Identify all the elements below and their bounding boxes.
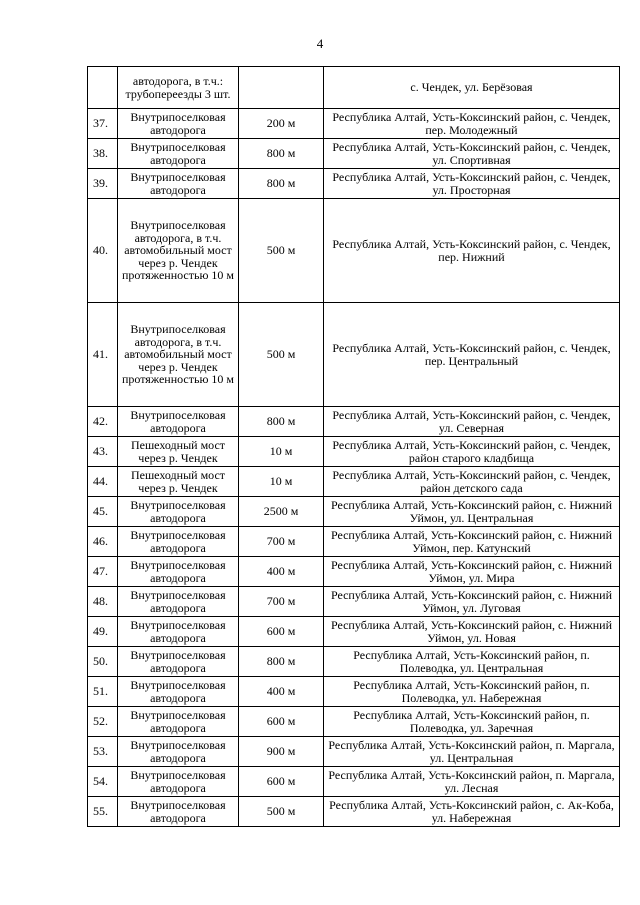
address-cell: Республика Алтай, Усть-Коксинский район, п. Маргала, ул. Лесная [324,767,620,797]
table-row [88,557,620,587]
address-cell: Республика Алтай, Усть-Коксинский район, с. Чендек, ул. Спортивная [324,139,620,169]
table-row [88,139,620,169]
object-name-cell: Внутрипоселковая автодорога [118,557,239,587]
object-name-cell: Внутрипоселковая автодорога [118,797,239,827]
address-cell: Республика Алтай, Усть-Коксинский район, с. Нижний Уймон, ул. Луговая [324,587,620,617]
object-name-cell: автодорога, в т.ч.: трубопереезды 3 шт. [118,67,239,109]
row-number-cell: 43. [88,437,118,467]
length-cell: 600 м [239,767,324,797]
address-cell: Республика Алтай, Усть-Коксинский район, с. Нижний Уймон, ул. Центральная [324,497,620,527]
table-row [88,527,620,557]
page-number: 4 [316,36,324,51]
row-number-cell: 51. [88,677,118,707]
object-name-cell: Внутрипоселковая автодорога [118,407,239,437]
length-cell: 400 м [239,557,324,587]
length-cell: 800 м [239,407,324,437]
row-number-cell: 46. [88,527,118,557]
object-name-cell: Внутрипоселковая автодорога [118,707,239,737]
object-name-cell: Внутрипоселковая автодорога [118,647,239,677]
address-cell: Республика Алтай, Усть-Коксинский район, с. Нижний Уймон, ул. Мира [324,557,620,587]
address-cell: Республика Алтай, Усть-Коксинский район, с. Чендек, пер. Молодежный [324,109,620,139]
length-cell: 600 м [239,617,324,647]
row-number-cell: 39. [88,169,118,199]
table-row [88,169,620,199]
row-number-cell: 53. [88,737,118,767]
object-name-cell: Внутрипоселковая автодорога, в т.ч. автомобильный мост через р. Чендек протяженностью 10 м [118,199,239,303]
table-row [88,737,620,767]
row-number-cell: 42. [88,407,118,437]
row-number-cell: 37. [88,109,118,139]
row-number-cell: 50. [88,647,118,677]
row-number-cell: 48. [88,587,118,617]
address-cell: Республика Алтай, Усть-Коксинский район, с. Чендек, район старого кладбища [324,437,620,467]
object-name-cell: Внутрипоселковая автодорога [118,169,239,199]
length-cell: 800 м [239,139,324,169]
table-row [88,617,620,647]
object-name-cell: Внутрипоселковая автодорога [118,617,239,647]
length-cell: 800 м [239,169,324,199]
length-cell: 200 м [239,109,324,139]
address-cell: Республика Алтай, Усть-Коксинский район, с. Нижний Уймон, пер. Катунский [324,527,620,557]
objects-table [87,66,620,827]
table-row [88,67,620,109]
table-row [88,303,620,407]
address-cell: Республика Алтай, Усть-Коксинский район, с. Чендек, пер. Нижний [324,199,620,303]
table-row [88,767,620,797]
objects-table-body [88,67,620,827]
length-cell: 10 м [239,437,324,467]
row-number-cell: 45. [88,497,118,527]
row-number-cell [88,67,118,109]
length-cell: 500 м [239,199,324,303]
object-name-cell: Внутрипоселковая автодорога [118,587,239,617]
table-row [88,467,620,497]
object-name-cell: Внутрипоселковая автодорога [118,139,239,169]
length-cell: 10 м [239,467,324,497]
address-cell: Республика Алтай, Усть-Коксинский район, с. Чендек, район детского сада [324,467,620,497]
length-cell [239,67,324,109]
table-row [88,707,620,737]
address-cell: Республика Алтай, Усть-Коксинский район, п. Полеводка, ул. Заречная [324,707,620,737]
row-number-cell: 40. [88,199,118,303]
row-number-cell: 41. [88,303,118,407]
length-cell: 700 м [239,587,324,617]
address-cell: Республика Алтай, Усть-Коксинский район, с. Чендек, ул. Северная [324,407,620,437]
table-row [88,109,620,139]
object-name-cell: Внутрипоселковая автодорога [118,109,239,139]
row-number-cell: 44. [88,467,118,497]
table-row [88,677,620,707]
table-row [88,647,620,677]
address-cell: Республика Алтай, Усть-Коксинский район, с. Чендек, пер. Центральный [324,303,620,407]
address-cell: с. Чендек, ул. Берёзовая [324,67,620,109]
address-cell: Республика Алтай, Усть-Коксинский район, п. Полеводка, ул. Центральная [324,647,620,677]
row-number-cell: 52. [88,707,118,737]
length-cell: 700 м [239,527,324,557]
table-row [88,797,620,827]
address-cell: Республика Алтай, Усть-Коксинский район, п. Маргала, ул. Центральная [324,737,620,767]
row-number-cell: 38. [88,139,118,169]
table-row [88,199,620,303]
object-name-cell: Пешеходный мост через р. Чендек [118,437,239,467]
address-cell: Республика Алтай, Усть-Коксинский район, с. Нижний Уймон, ул. Новая [324,617,620,647]
length-cell: 400 м [239,677,324,707]
length-cell: 900 м [239,737,324,767]
object-name-cell: Внутрипоселковая автодорога [118,497,239,527]
length-cell: 800 м [239,647,324,677]
address-cell: Республика Алтай, Усть-Коксинский район, с. Чендек, ул. Просторная [324,169,620,199]
table-row [88,407,620,437]
object-name-cell: Внутрипоселковая автодорога [118,527,239,557]
row-number-cell: 47. [88,557,118,587]
length-cell: 500 м [239,303,324,407]
object-name-cell: Внутрипоселковая автодорога [118,677,239,707]
object-name-cell: Внутрипоселковая автодорога [118,767,239,797]
object-name-cell: Внутрипоселковая автодорога, в т.ч. автомобильный мост через р. Чендек протяженностью 10 м [118,303,239,407]
row-number-cell: 54. [88,767,118,797]
length-cell: 500 м [239,797,324,827]
address-cell: Республика Алтай, Усть-Коксинский район, с. Ак-Коба, ул. Набережная [324,797,620,827]
object-name-cell: Пешеходный мост через р. Чендек [118,467,239,497]
address-cell: Республика Алтай, Усть-Коксинский район, п. Полеводка, ул. Набережная [324,677,620,707]
table-row [88,437,620,467]
length-cell: 600 м [239,707,324,737]
row-number-cell: 49. [88,617,118,647]
object-name-cell: Внутрипоселковая автодорога [118,737,239,767]
length-cell: 2500 м [239,497,324,527]
table-row [88,497,620,527]
table-row [88,587,620,617]
row-number-cell: 55. [88,797,118,827]
